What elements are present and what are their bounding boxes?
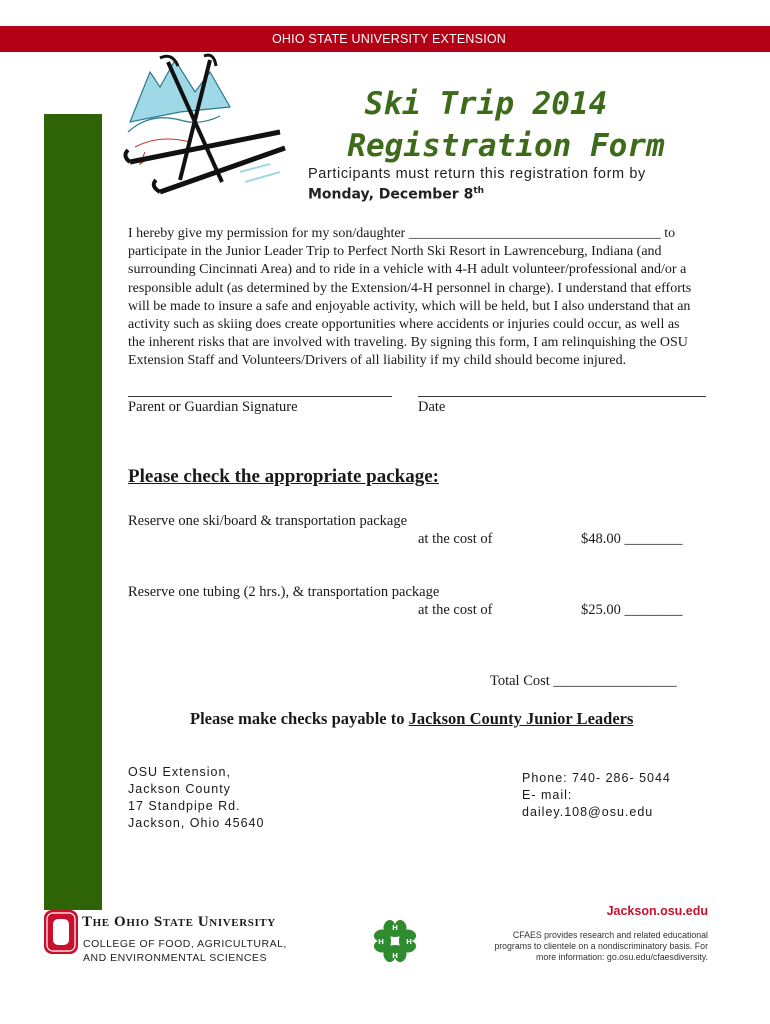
nondiscrimination-statement [470, 930, 708, 963]
college-line: AND ENVIRONMENTAL SCIENCES [83, 952, 267, 964]
return-instruction: Participants must return this registration form by [308, 166, 646, 182]
deadline-date: Monday, December 8 [308, 186, 474, 203]
banner-text: OHIO STATE UNIVERSITY EXTENSION [272, 32, 507, 46]
permission-line: the inherent risks that are involved with traveling. By signing this form, I am relinquishing the OSU [128, 335, 688, 351]
permission-line: Extension Staff and Volunteers/Drivers of all liability if my child should become injured. [128, 353, 627, 369]
form-title-line1: Ski Trip 2014 [364, 86, 608, 122]
svg-text:H: H [406, 938, 412, 946]
address-line: 17 Standpipe Rd. [128, 799, 241, 813]
packages-heading: Please check the appropriate package: [128, 466, 439, 487]
svg-text:H: H [392, 952, 398, 960]
permission-line: activity such as skiing does create opportunities where accidents or injuries could occur, as well as [128, 317, 680, 333]
college-name [83, 937, 287, 965]
checks-payable-line [190, 709, 633, 729]
package-ski-cost-label: at the cost of [418, 531, 493, 547]
address-line: Jackson County [128, 782, 231, 796]
disclaimer-line: programs to clientele on a nondiscriminatory basis. For [494, 941, 708, 951]
return-deadline [308, 186, 484, 203]
phone-number: Phone: 740- 286- 5044 [522, 771, 671, 785]
email-address[interactable]: dailey.108@osu.edu [522, 805, 654, 819]
permission-line: I hereby give my permission for my son/daughter ____________________________________ to [128, 226, 676, 241]
permission-line: responsible adult (as determined by the Extension/4-H personnel in charge). I understand that efforts [128, 280, 692, 296]
college-line: COLLEGE OF FOOD, AGRICULTURAL, [83, 938, 287, 950]
extension-banner [0, 26, 770, 52]
address-line: OSU Extension, [128, 765, 231, 779]
svg-text:H: H [392, 924, 398, 932]
signature-label: Parent or Guardian Signature [128, 399, 298, 415]
email-label: E- mail: [522, 788, 573, 802]
form-title-line2: Registration Form [347, 128, 665, 164]
permission-line: surrounding Cincinnati Area) and to ride in a vehicle with 4-H adult volunteer/professional and/or a [128, 262, 687, 278]
side-green-bar [44, 114, 102, 910]
signature-line[interactable] [128, 396, 392, 397]
permission-line: participate in the Junior Leader Trip to Perfect North Ski Resort in Lawrenceburg, Indiana (and [128, 244, 662, 260]
office-address [128, 764, 264, 832]
university-name: The Ohio State University [82, 914, 276, 930]
address-line: Jackson, Ohio 45640 [128, 816, 265, 830]
package-tubing-cost-label: at the cost of [418, 602, 493, 618]
deadline-suffix: th [473, 186, 485, 196]
total-cost-field[interactable]: Total Cost _________________ [490, 673, 677, 689]
package-tubing-name: Reserve one tubing (2 hrs.), & transportation package [128, 584, 440, 600]
permission-line: will be made to insure a safe and enjoyable activity, which will be held, but I also understand that an [128, 298, 691, 314]
permission-paragraph [128, 225, 740, 371]
four-h-clover-icon [371, 917, 419, 965]
disclaimer-line: CFAES provides research and related educational [512, 930, 708, 940]
osu-block-o-icon [44, 910, 78, 954]
disclaimer-line: more information: go.osu.edu/cfaesdiversity. [536, 952, 708, 962]
payable-prefix: Please make checks payable to [190, 709, 409, 728]
website-link[interactable]: Jackson.osu.edu [606, 904, 708, 918]
package-tubing-price-field[interactable]: $25.00 ________ [581, 602, 683, 618]
date-line[interactable] [418, 396, 706, 397]
svg-text:H: H [378, 938, 384, 946]
contact-info [522, 770, 671, 821]
package-ski-price-field[interactable]: $48.00 ________ [581, 531, 683, 547]
payee-name: Jackson County Junior Leaders [408, 709, 634, 728]
date-label: Date [418, 399, 446, 415]
ski-logo-icon [120, 52, 290, 202]
package-ski-name: Reserve one ski/board & transportation package [128, 513, 408, 529]
